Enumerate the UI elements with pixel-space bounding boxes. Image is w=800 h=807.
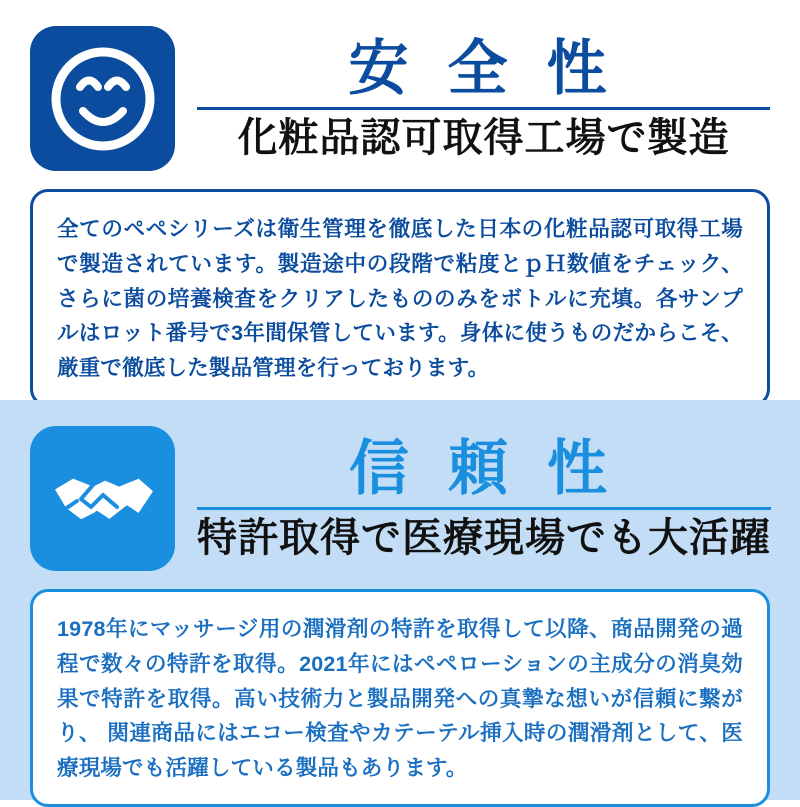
trust-header (30, 426, 770, 571)
safety-body-card (30, 189, 770, 407)
smiling-face-icon (30, 26, 175, 171)
section-safety (0, 0, 800, 400)
trust-body-text: 1978年にマッサージ用の潤滑剤の特許を取得して以降、商品開発の過程で数々の特許を取得。2021年にはペペローションの主成分の消臭効果で特許を取得。高い技術力と製品開発への真摯な想いが信頼に繋がり、 関連商品にはエコー検査やカテーテル挿入時の潤滑剤として、医療現場でも活躍している製品もあります。 (57, 617, 743, 781)
safety-header (30, 26, 770, 171)
trust-subtitle: 特許取得で医療現場でも大活躍 (197, 514, 771, 560)
safety-subtitle: 化粧品認可取得工場で製造 (237, 114, 730, 160)
safety-title-divider (197, 107, 770, 110)
trust-title-block (191, 426, 771, 571)
handshake-icon (30, 426, 175, 571)
trust-body-card (30, 589, 770, 807)
trust-title: 信 頼 性 (349, 435, 619, 502)
section-trust (0, 400, 800, 800)
safety-title-block (191, 26, 770, 171)
trust-title-divider (197, 507, 771, 510)
safety-body-text: 全てのペペシリーズは衛生管理を徹底した日本の化粧品認可取得工場で製造されています。製造途中の段階で粘度とｐＨ数値をチェック、さらに菌の培養検査をクリアしたもののみをボトルに充填。各サンプルはロット番号で3年間保管しています。身体に使うものだからこそ、厳重で徹底した製品管理を行っております。 (57, 217, 743, 381)
safety-title: 安 全 性 (348, 35, 619, 102)
